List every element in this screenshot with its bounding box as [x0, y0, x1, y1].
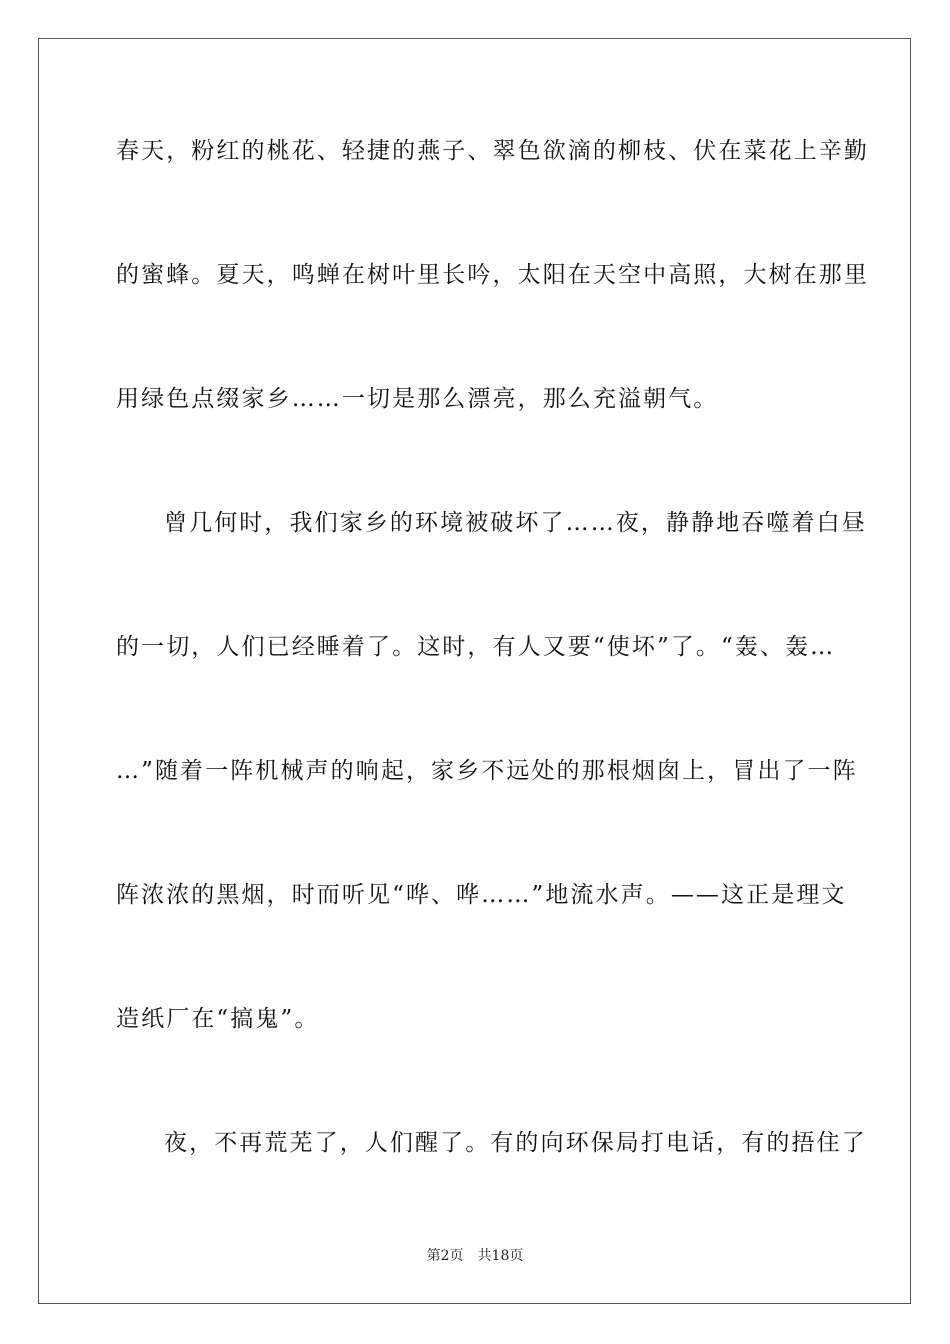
text-line-5: 的一切，人们已经睡着了。这时，有人又要“使坏”了。“轰、轰…	[116, 634, 836, 660]
text-line-1: 春天，粉红的桃花、轻捷的燕子、翠色欲滴的柳枝、伏在菜花上辛勤	[116, 138, 869, 164]
page-footer	[0, 1247, 950, 1265]
text-line-7: 阵浓浓的黑烟，时而听见“哗、哗……”地流水声。——这正是理文	[116, 882, 847, 908]
text-line-9: 夜，不再荒芜了，人们醒了。有的向环保局打电话，有的捂住了	[164, 1130, 867, 1156]
text-line-6: …”随着一阵机械声的响起，家乡不远处的那根烟囱上，冒出了一阵	[116, 758, 858, 784]
page-total: 共18页	[477, 1248, 524, 1264]
text-line-8: 造纸厂在“搞鬼”。	[116, 1006, 320, 1032]
text-line-4: 曾几何时，我们家乡的环境被破坏了……夜，静静地吞噬着白昼	[164, 510, 867, 536]
page-border	[38, 38, 911, 1304]
text-line-3: 用绿色点缀家乡……一切是那么漂亮，那么充溢朝气。	[116, 386, 719, 412]
text-line-2: 的蜜蜂。夏天，鸣蝉在树叶里长吟，太阳在天空中高照，大树在那里	[116, 262, 869, 288]
page-number: 第2页	[426, 1248, 464, 1264]
